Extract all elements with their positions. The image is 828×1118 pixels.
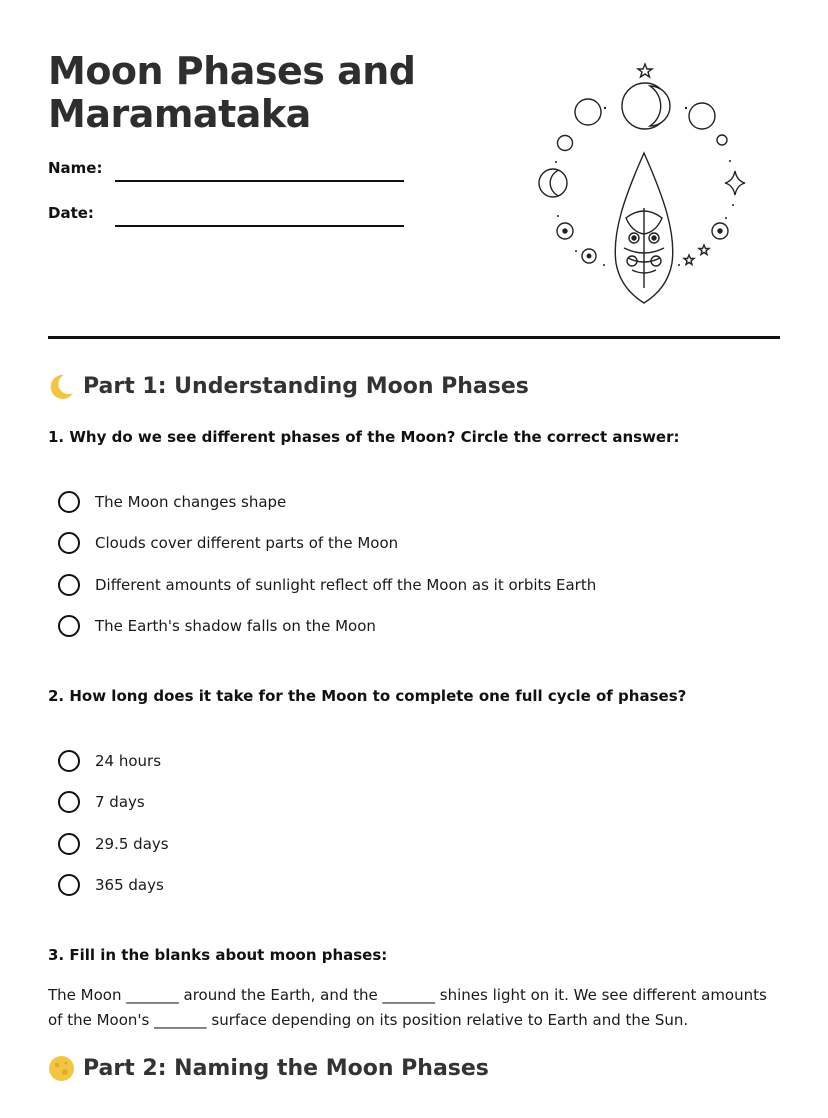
radio-circle-icon[interactable] (58, 491, 80, 513)
fill-in-blanks-text: The Moon _______ around the Earth, and the _______ shines light on it. We see different amounts of the Moon's _______ surface depending on its position relative to Earth and the Sun. (48, 986, 767, 1029)
q2-option-4[interactable] (58, 874, 164, 896)
option-label: 29.5 days (95, 835, 169, 853)
date-field-line[interactable] (115, 225, 404, 227)
option-label: 7 days (95, 793, 145, 811)
q2-option-2[interactable] (58, 791, 145, 813)
part2-title: Part 2: Naming the Moon Phases (83, 1056, 489, 1081)
option-label: The Moon changes shape (95, 493, 287, 511)
name-label: Name: (48, 159, 103, 177)
crescent-moon-icon (48, 373, 75, 400)
radio-circle-icon[interactable] (58, 874, 80, 896)
q1-option-3[interactable] (58, 574, 596, 596)
question-1: 1. Why do we see different phases of the Moon? Circle the correct answer: (48, 428, 680, 446)
name-field-line[interactable] (115, 180, 404, 182)
option-label: The Earth's shadow falls on the Moon (95, 617, 376, 635)
radio-circle-icon[interactable] (58, 833, 80, 855)
radio-circle-icon[interactable] (58, 791, 80, 813)
full-moon-icon (48, 1055, 75, 1082)
part1-heading (48, 373, 529, 400)
radio-circle-icon[interactable] (58, 532, 80, 554)
option-label: 365 days (95, 876, 164, 894)
q2-option-1[interactable] (58, 750, 161, 772)
q1-option-2[interactable] (58, 532, 398, 554)
page-title (48, 50, 488, 136)
part2-heading (48, 1055, 489, 1082)
date-label: Date: (48, 204, 94, 222)
option-label: Different amounts of sunlight reflect off the Moon as it orbits Earth (95, 576, 597, 594)
option-label: 24 hours (95, 752, 162, 770)
sparkle-star-icon (725, 171, 745, 195)
section-divider (48, 336, 780, 339)
title-line-2: Maramataka (48, 92, 311, 136)
part1-title: Part 1: Understanding Moon Phases (83, 374, 529, 399)
moon-phases-circle-emblem-icon (528, 58, 758, 308)
title-line-1: Moon Phases and (48, 49, 416, 93)
star-top-icon (638, 64, 652, 77)
q2-option-3[interactable] (58, 833, 169, 855)
question-2: 2. How long does it take for the Moon to complete one full cycle of phases? (48, 687, 687, 705)
radio-circle-icon[interactable] (58, 750, 80, 772)
q1-option-4[interactable] (58, 615, 376, 637)
radio-circle-icon[interactable] (58, 615, 80, 637)
radio-circle-icon[interactable] (58, 574, 80, 596)
question-3: 3. Fill in the blanks about moon phases: (48, 946, 388, 964)
option-label: Clouds cover different parts of the Moon (95, 534, 399, 552)
q1-option-1[interactable] (58, 491, 286, 513)
